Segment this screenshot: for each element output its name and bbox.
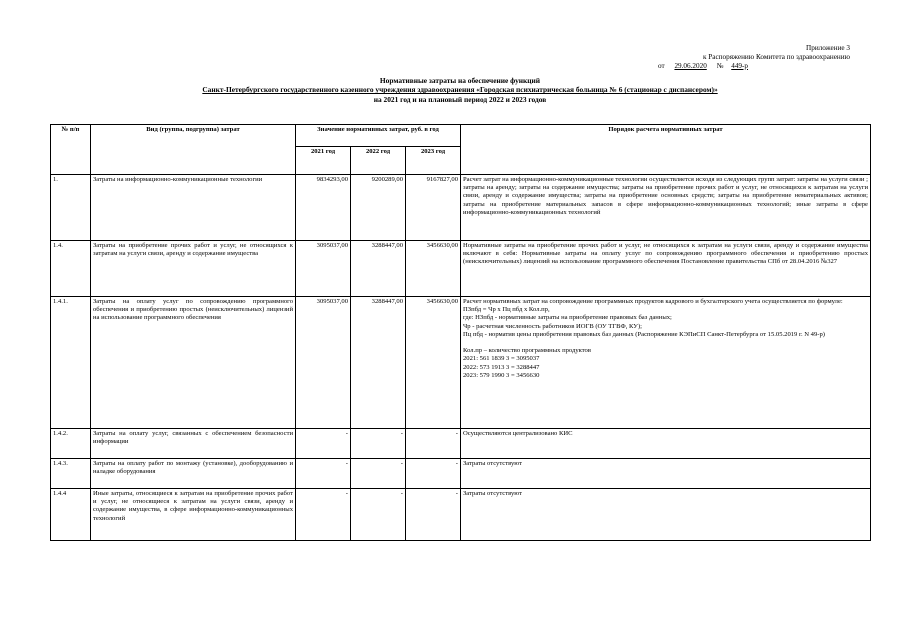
row-2022: 9200289,00 bbox=[351, 175, 406, 241]
row-type: Иные затраты, относящиеся к затратам на приобретение прочих работ и услуг, не относящиеся к затратам на услуги связи, аренду и содержание имущества, в сфере информационно-коммуникационных технологий bbox=[91, 489, 296, 541]
row-type: Затраты на приобретение прочих работ и услуг, не относящихся к затратам на услуги связи, аренду и содержание имущества bbox=[91, 241, 296, 297]
row-2023: - bbox=[406, 429, 461, 459]
appendix-order-ref: к Распоряжению Комитета по здравоохранению bbox=[703, 53, 850, 61]
table-header-row bbox=[51, 125, 871, 147]
header-value: Значение нормативных затрат, руб. в год bbox=[296, 125, 461, 147]
row-type: Затраты на оплату работ по монтажу (установке), дооборудованию и наладке оборудования bbox=[91, 459, 296, 489]
row-num: 1.4.3. bbox=[51, 459, 91, 489]
row-method: Расчет затрат на информационно-коммуникационные технологии осуществляется исходя из следующих групп затрат: затраты на услуги связи ; затраты на аренду; затраты на содержание имущества; затраты на приобретение прочих работ и услуг, не относящихся к затратам на услуги связи, аренду и содержание имущества; затраты на приобретение основных средств; затраты на приобретение нематериальных активов; затраты на приобретение материальных запасов в сфере информационно-коммуникационных технологий; иные затраты в сфере информационно-коммуникационных технологий bbox=[461, 175, 871, 241]
row-num: 1.4.1. bbox=[51, 297, 91, 429]
appendix-date: 29.06.2020 bbox=[674, 62, 707, 70]
row-method: Затраты отсутствуют bbox=[461, 489, 871, 541]
appendix-number: 449-р bbox=[731, 62, 749, 70]
row-type: Затраты на оплату услуг, связанных с обеспечением безопасности информации bbox=[91, 429, 296, 459]
row-num: 1.4. bbox=[51, 241, 91, 297]
header-num: № п/п bbox=[51, 125, 91, 175]
header-line-2: Санкт-Петербургского государственного казенного учреждения здравоохранения «Городская психиатрическая больница № 6 (стационар с диспансером)» bbox=[202, 85, 718, 95]
row-2023: 3456630,00 bbox=[406, 241, 461, 297]
row-method: Осуществляются централизовано КИС bbox=[461, 429, 871, 459]
header-method: Порядок расчета нормативных затрат bbox=[461, 125, 871, 175]
table-row bbox=[51, 429, 871, 459]
row-2021: 3095037,00 bbox=[296, 241, 351, 297]
document-header bbox=[50, 76, 870, 104]
table-row bbox=[51, 241, 871, 297]
appendix-block bbox=[640, 44, 850, 71]
appendix-from-label: от bbox=[658, 62, 665, 70]
row-2023: 9167827,00 bbox=[406, 175, 461, 241]
appendix-title: Приложение 3 bbox=[806, 44, 850, 52]
header-type: Вид (группа, подгруппа) затрат bbox=[91, 125, 296, 175]
row-num: 1.4.4 bbox=[51, 489, 91, 541]
header-line-3: на 2021 год и на плановый период 2022 и 2023 годов bbox=[373, 94, 547, 104]
cost-table bbox=[50, 124, 871, 541]
appendix-no-label: № bbox=[716, 62, 724, 70]
row-2022: 3288447,00 bbox=[351, 241, 406, 297]
table-row bbox=[51, 489, 871, 541]
header-line-1: Нормативные затраты на обеспечение функций bbox=[379, 76, 541, 85]
row-2021: - bbox=[296, 459, 351, 489]
header-2021: 2021 год bbox=[296, 147, 351, 175]
table-row bbox=[51, 459, 871, 489]
row-2022: - bbox=[351, 459, 406, 489]
row-2023: - bbox=[406, 489, 461, 541]
row-num: 1.4.2. bbox=[51, 429, 91, 459]
row-type: Затраты на оплату услуг по сопровождению программного обеспечения и приобретению простых (неисключительных) лицензий на использование программного обеспечения bbox=[91, 297, 296, 429]
row-2021: 9834293,00 bbox=[296, 175, 351, 241]
table-row bbox=[51, 297, 871, 429]
row-2022: 3288447,00 bbox=[351, 297, 406, 429]
row-2022: - bbox=[351, 489, 406, 541]
row-method: Затраты отсутствуют bbox=[461, 459, 871, 489]
row-2022: - bbox=[351, 429, 406, 459]
row-2021: 3095037,00 bbox=[296, 297, 351, 429]
header-2022: 2022 год bbox=[351, 147, 406, 175]
row-method: Нормативные затраты на приобретение прочих работ и услуг, не относящихся к затратам на услуги связи, аренду и содержание имущества включают в себя: Нормативные затраты на оплату услуг по сопровождению программного обеспечения и приобретению простых (неисключительных) лицензий на использование программного обеспечения Постановление правительства СПб от 28.04.2016 №327 bbox=[461, 241, 871, 297]
row-2021: - bbox=[296, 429, 351, 459]
table-row bbox=[51, 175, 871, 241]
header-2023: 2023 год bbox=[406, 147, 461, 175]
row-method: Расчет нормативных затрат на сопровождение программных продуктов кадрового и бухгалтерского учета осуществляется по формуле: ПЗпбд = Чр х Пц пбд х Кол.пр, где: НЗпбд - нормативные затраты на приобретение правовых баз данных; Чр - расчетная численность работников ИОГВ (ОУ ТГВФ, КУ); Пц пбд - норматив цены приобретения правовых баз данных (Распоряжение КЭПиСП Санкт-Петербурга от 15.05.2019 г. N 49-р) Кол.пр – количество программных продуктов 2021: 561 1839 3 = 3095037 2022: 573 1913 3 = 3288447 2023: 579 1990 3 = 3456630 bbox=[461, 297, 871, 429]
row-num: 1. bbox=[51, 175, 91, 241]
row-2023: 3456630,00 bbox=[406, 297, 461, 429]
row-type: Затраты на информационно-коммуникационные технологии bbox=[91, 175, 296, 241]
row-2023: - bbox=[406, 459, 461, 489]
row-2021: - bbox=[296, 489, 351, 541]
appendix-date-line bbox=[640, 62, 850, 71]
